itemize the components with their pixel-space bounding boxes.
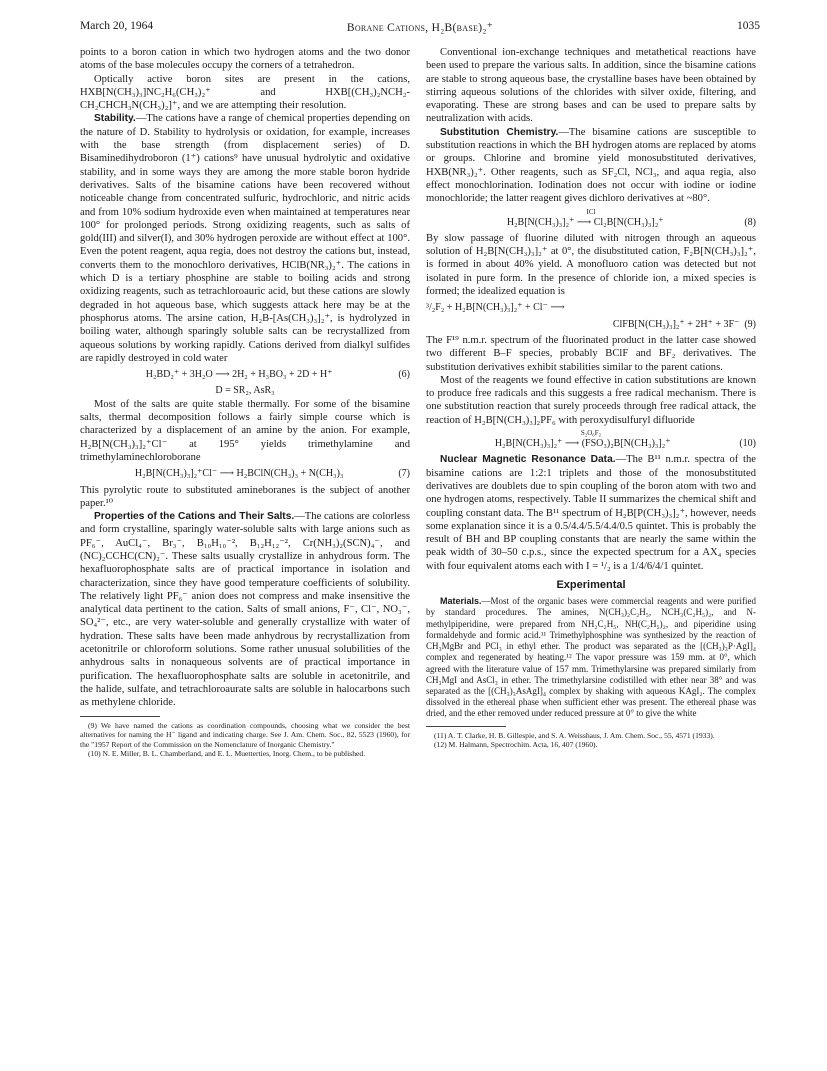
equation-text: ClFB[N(CH₃)₃]₂⁺ + 2H⁺ + 3F⁻ <box>612 318 740 330</box>
paragraph: Conventional ion-exchange techniques and metathetical reactions have been used to prepare the various salts. In addition, since the bisamine cations are stable to strong aqueous base, the crystalline bases have been obtained by stirring aqueous solutions of the chlorides with silver oxide, filtering, and evaporating. These are strong bases and can be used to prepare salts by neutralization with acids. <box>426 47 756 125</box>
equation-number: (9) <box>744 318 756 330</box>
paragraph-substitution <box>426 126 756 206</box>
page-number: 1035 <box>737 20 760 32</box>
equation-number: (6) <box>398 369 410 381</box>
footnote-10: (10) N. E. Miller, B. L. Chamberland, and E. L. Muetterties, Inorg. Chem., to be published. <box>88 749 366 759</box>
paragraph: Most of the salts are quite stable thermally. For some of the bisamine salts, thermal decomposition follows a fairly simple course which is characterized by a displacement of an amine by the anion. For example, H₂B[N(CH₃)₃]₂⁺Cl⁻ at 195° yields trimethylamine and trimethylaminechloroborane <box>80 398 410 463</box>
paragraph-text: —The cations are colorless and form crystalline, sparingly water-soluble salts with large anions such as PF₆⁻, AuCl₄⁻, Br₃⁻, B₁₀H₁₀⁻², B₁₂H₁₂⁻², Cr(NH₃)₂(SCN)₄⁻, and (NC)₂CCHC(CN)₂⁻. These salts usually crystallize in anhydrous form. The hexafluorophosphate salts are of practical importance in isolation and characterization, since they have good temperature coefficients of solubility. The relatively light PF₆⁻ anion does not compress and make insensitive the analytical data pertinent to the cation. Salts of small anions, F⁻, Cl⁻, NO₃⁻, SO₄²⁻, etc., are very water-soluble and generally crystallize with water of hydration. These salts have been made anhydrous by recrystallization from acetonitrile or chloroform solutions. Some rather unusual solubilities of the anhydrous salts in nonaqueous solvents are of practical importance in purification. The hexafluorophosphate salts are soluble in acetonitrile, and the halide, sulfate, and tetrachloroaurate salts are soluble in halocarbons such as methylene chloride. <box>80 511 410 709</box>
paragraph-properties <box>80 510 410 709</box>
equation-8 <box>426 216 756 229</box>
footnote-9: (9) We have named the cations as coordination compounds, choosing what we consider the best alternatives for naming the H⁻ ligand and indicating charge. See J. Am. Chem. Soc., 82, 5523 (1960), for the "1957 Report of the Commission on the Nomenclature of Inorganic Chemistry." <box>80 720 410 749</box>
paragraph-materials <box>426 596 756 719</box>
footnote-12: (12) M. Halmann, Spectrochim. Acta, 16, 407 (1960). <box>434 740 598 750</box>
section-heading-experimental: Experimental <box>556 578 626 591</box>
equation-condition: D = SR₂, AsR₃ <box>215 385 275 397</box>
equation-9-line2 <box>426 318 756 331</box>
run-in-heading: Stability. <box>94 113 136 125</box>
equation-reagent-label: S₂O₆F₂ <box>580 429 602 438</box>
run-in-heading: Materials. <box>440 596 482 607</box>
equation-10 <box>426 437 756 450</box>
paragraph-text: —The cations have a range of chemical properties depending on the nature of D. Stability to hydrolysis or oxidation, for example, increases with the base strength (from displacement series) of D. Bisaminedihydroboron (1⁺) cations⁹ have unusual hydrolytic and oxidative stability, and in some ways they are among the more stable boron hydride derivatives. Salts of the bisamine cations have been recovered without noticeable change from concentrated sulfuric, hydrochloric, and nitric acids and from 10% sodium hydroxide even when maintained at temperatures near 100° for prolonged periods. Strong oxidizing reagents, such as salts of gold(III) and silver(I), and 30% hydrogen peroxide are without effect at 100°. Even the potent reagent, aqua regia, does not destroy the cations but, instead, converts them to the monochloro derivatives, HClB(NR₃)₂⁺. The cations in which D is a tertiary phosphine are stable to boiling acids and strong oxidizing reagents, such as tetrachloroauric acid, but these cations are slowly degraded in hot aqueous base, which suggests attack here may be at the phosphorus atoms. The arsine cation, H₂B-[As(CH₃)₃]₂⁺, is hydrolyzed in boiling water, although sparingly soluble salts can be recrystallized from aqueous solutions by working rapidly. Cations derived from dialkyl sulfides are rapidly destroyed in cold water <box>80 113 410 364</box>
paragraph: Optically active boron sites are present in the cations, HXB[N(CH₃)₃]NC₂H₆(CH₃)₂⁺ and HXB[(CH₃)₂NCH₂-CH₂CHCH₃N(CH₃)₂]⁺, and we are attempting their resolution. <box>80 73 410 112</box>
paragraph: This pyrolytic route to substituted amineboranes is the subject of another paper.¹⁰ <box>80 484 410 509</box>
equation-text: H₂B[N(CH₃)₃]₂⁺ ⟶ (FSO₃)₂B[N(CH₃)₃]₂⁺ <box>494 438 671 450</box>
paragraph-text: —The bisamine cations are susceptible to substitution reactions in which the BH hydrogen atoms are replaced by atoms or groups. Chlorine and bromine yield monosubstituted derivatives, HXB(NR₃)₂⁺. Other reagents, such as SF₂Cl, NCl₃, and aqua regia, also effect monochlorination. Iodination does not occur with iodine or iodine monochloride; the latter reagent gives dichloro derivatives at ~80°. <box>426 126 756 205</box>
paragraph: The F¹⁹ n.m.r. spectrum of the fluorinated product in the latter case showed two different B–F species, probably BClF and BF₂ derivatives. The substitution derivatives exhibit stabilities similar to the parent cations. <box>426 334 756 373</box>
paragraph: points to a boron cation in which two hydrogen atoms and the two donor atoms of the base molecules occupy the corners of a tetrahedron. <box>80 47 410 72</box>
equation-reagent-label: ICl <box>586 207 596 216</box>
equation-7 <box>80 467 410 480</box>
equation-text: H₂B[N(CH₃)₃]₂⁺ ⟶ Cl₂B[N(CH₃)₃]₂⁺ <box>506 216 664 228</box>
footnote-rule <box>80 716 160 717</box>
run-in-heading: Nuclear Magnetic Resonance Data. <box>440 454 616 466</box>
paragraph-nmr <box>426 453 756 573</box>
run-in-heading: Substitution Chemistry. <box>440 126 559 138</box>
paragraph-text: —The B¹¹ n.m.r. spectra of the bisamine cations are 1:2:1 triplets and those of the monosubstituted derivatives are doublets due to spin coupling of the boron atom with two and one hydrogen atoms, respectively. Table II summarizes the chemical shift and coupling constant data. The B¹¹ spectrum of H₂B[P(CH₃)₃]₂⁺, however, needs some explanation since it is a 0.5/4.4/5.5/4.4/0.5 quintet. This is probably the result of BH and BP coupling constants that are nearly the same within the peak width of 30–50 c.p.s., since the expected spectrum for a AX₄ species with four equivalent atoms each with I = ¹/₂ is a 1/4/6/4/1 quintet. <box>426 454 756 572</box>
paragraph: Most of the reagents we found effective in cation substitutions are known to produce free radicals and this suggests a free radical mechanism. There is one substitution reaction that surely proceeds through free radical attack, the reaction of H₂B[N(CH₃)₃]₂PF₆ with peroxydisulfuryl difluoride <box>426 374 756 426</box>
header-date: March 20, 1964 <box>80 20 154 32</box>
equation-text: H₂BD₂⁺ + 3H₂O ⟶ 2H₂ + H₃BO₃ + 2D + H⁺ <box>145 369 333 381</box>
right-column <box>426 46 756 750</box>
paragraph: By slow passage of fluorine diluted with nitrogen through an aqueous solution of H₂B[N(CH₃)₃]₂⁺ at 0°, the disubstituted cation, F₂B[N(CH₃)₃]₂⁺, is formed in about 40% yield. A monofluoro cation was detected but not isolated in pure form. In the presence of chloride ion, a mixed species is formed; the idealized equation is <box>426 232 756 298</box>
equation-6 <box>80 368 410 381</box>
left-column <box>80 46 410 759</box>
footnote-11: (11) A. T. Clarke, H. B. Gillespie, and S. A. Weisshaus, J. Am. Chem. Soc., 55, 4571 (1933). <box>434 730 715 740</box>
equation-number: (8) <box>744 216 756 228</box>
paragraph-text: —Most of the organic bases were commercial reagents and were purified by standard procedures. The amines, N(CH₃)₂C₂H₅, NCH₃(C₂H₅)₂, and N-methylpiperidine, were prepared from NH₂C₂H₅, NH(C₂H₅)₂, and piperidine using formaldehyde and formic acid.¹¹ Trimethylphosphine was synthesized by the reaction of CH₃MgBr and PCl₃ in ethyl ether. The product was separated as the [(CH₃)₃P·AgI]₄ complex and regenerated by heating.¹² The vapor pressure was 159 mm. at 0°, which agreed with the literature value of 157 mm. Trimethylarsine was prepared similarly from CH₃MgI and AsCl₃ in ether. The trimethylarsine codistilled with ether near 38° and was separated as the [(CH₃)₃AsAgI]₄ complex by shaking with aqueous KAgI₂. The complex dissolved in the ethereal phase when sufficient ether was present. The ethereal phase was dried, and the ether removed under reduced pressure at 0° to give the white <box>426 596 756 719</box>
equation-number: (10) <box>739 438 756 450</box>
paragraph-stability <box>80 112 410 365</box>
equation-number: (7) <box>398 468 410 480</box>
footnote-rule <box>426 726 506 727</box>
header-title: Borane Cations, H₂B(base)₂⁺ <box>346 22 494 34</box>
equation-9-line1: ³/₂F₂ + H₂B[N(CH₃)₃]₂⁺ + Cl⁻ ⟶ <box>426 302 565 314</box>
run-in-heading: Properties of the Cations and Their Salts. <box>94 511 295 523</box>
running-header <box>80 20 760 36</box>
equation-text: H₂B[N(CH₃)₃]₂⁺Cl⁻ ⟶ H₂BClN(CH₃)₃ + N(CH₃)₃ <box>134 468 344 480</box>
